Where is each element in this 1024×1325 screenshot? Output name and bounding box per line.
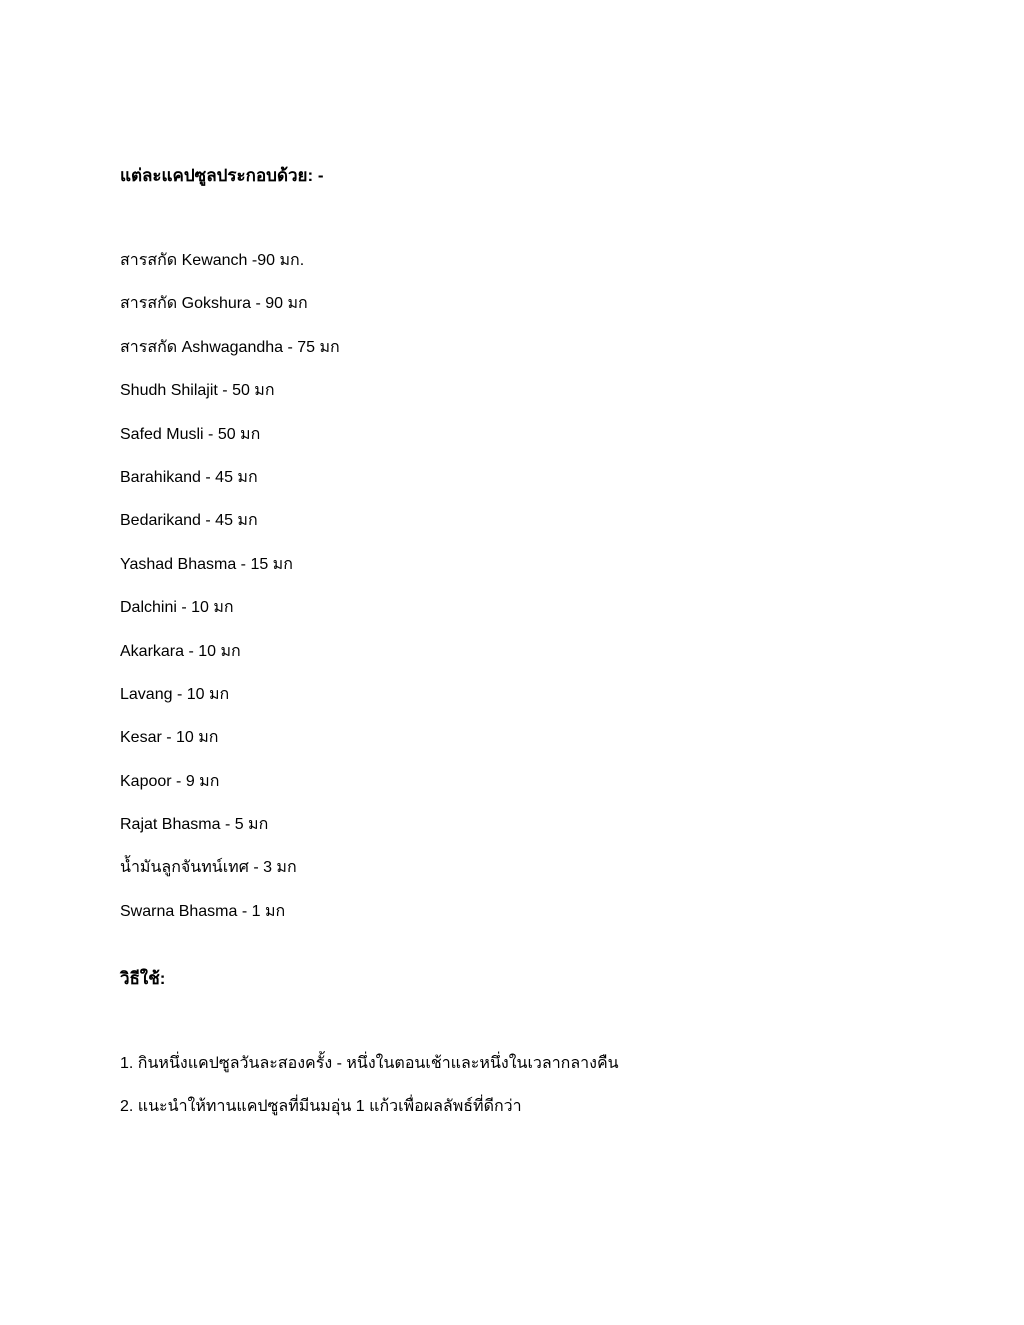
ingredient-item: Rajat Bhasma - 5 มก bbox=[120, 816, 269, 834]
ingredient-item: น้ำมันลูกจันทน์เทศ - 3 มก bbox=[120, 859, 297, 877]
ingredient-item: Shudh Shilajit - 50 มก bbox=[120, 382, 275, 400]
ingredient-item: Akarkara - 10 มก bbox=[120, 642, 241, 660]
ingredient-item: Bedarikand - 45 มก bbox=[120, 512, 258, 530]
ingredient-item: Yashad Bhasma - 15 มก bbox=[120, 555, 293, 573]
document-content bbox=[120, 162, 940, 1138]
usage-step: 1. กินหนึ่งแคปซูลวันละสองครั้ง - หนึ่งในตอนเช้าและหนึ่งในเวลากลางคืน bbox=[120, 1054, 619, 1072]
ingredient-list bbox=[120, 248, 940, 925]
ingredient-item: Kapoor - 9 มก bbox=[120, 772, 220, 790]
ingredient-item: Dalchini - 10 มก bbox=[120, 599, 234, 617]
usage-heading: วิธีใช้: bbox=[120, 968, 166, 988]
ingredient-item: Safed Musli - 50 มก bbox=[120, 425, 261, 443]
ingredient-item: Lavang - 10 มก bbox=[120, 685, 230, 703]
composition-heading: แต่ละแคปซูลประกอบด้วย: - bbox=[120, 166, 324, 185]
usage-step: 2. แนะนำให้ทานแคปซูลที่มีนมอุ่น 1 แก้วเพื่อผลลัพธ์ที่ดีกว่า bbox=[120, 1098, 522, 1116]
ingredient-item: Kesar - 10 มก bbox=[120, 729, 219, 747]
ingredient-item: Swarna Bhasma - 1 มก bbox=[120, 902, 286, 920]
ingredient-item: Barahikand - 45 มก bbox=[120, 468, 258, 486]
ingredient-item: สารสกัด Ashwagandha - 75 มก bbox=[120, 338, 340, 356]
ingredient-item: สารสกัด Kewanch -90 มก. bbox=[120, 252, 305, 269]
ingredient-item: สารสกัด Gokshura - 90 มก bbox=[120, 295, 308, 313]
usage-list bbox=[120, 1051, 940, 1120]
